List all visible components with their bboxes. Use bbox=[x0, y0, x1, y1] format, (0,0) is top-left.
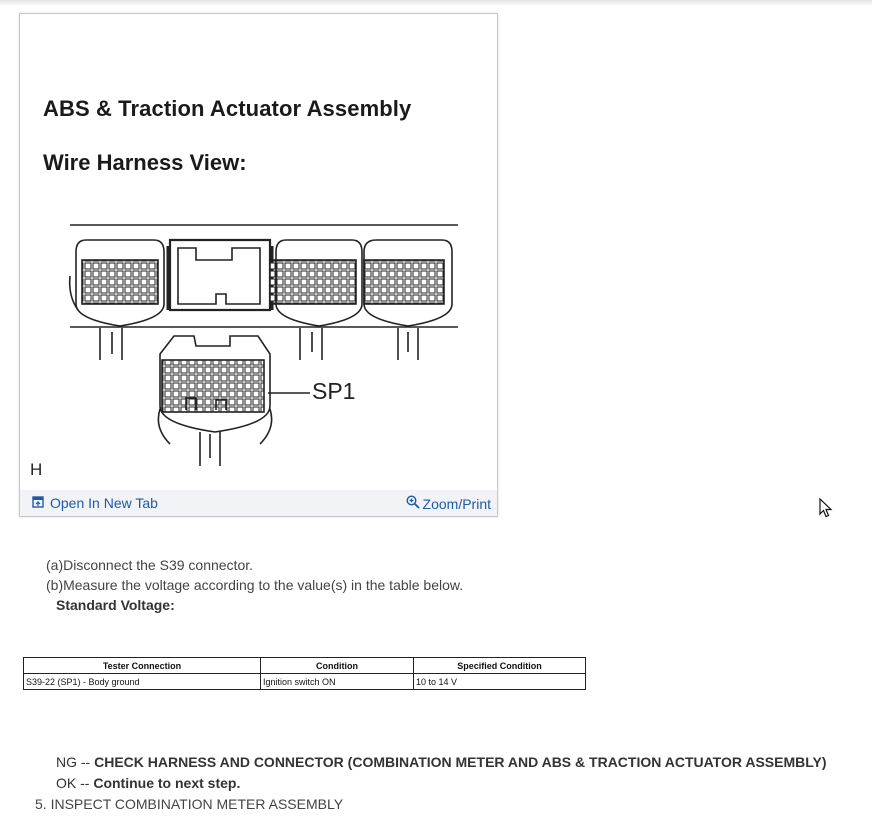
ok-result bbox=[56, 775, 240, 791]
step-b: (b)Measure the voltage according to the value(s) in the table below. bbox=[46, 577, 464, 593]
table-cell: 10 to 14 V bbox=[414, 674, 586, 690]
voltage-table bbox=[23, 657, 586, 690]
figure-title: ABS & Traction Actuator Assembly bbox=[43, 96, 412, 121]
next-step-heading: 5. INSPECT COMBINATION METER ASSEMBLY bbox=[35, 796, 344, 812]
open-in-new-tab-icon bbox=[32, 495, 44, 511]
open-in-new-tab-label: Open In New Tab bbox=[50, 495, 158, 511]
table-cell: Ignition switch ON bbox=[261, 674, 414, 690]
ok-prefix: OK -- bbox=[56, 775, 90, 791]
table-row bbox=[24, 674, 586, 690]
wire-harness-diagram bbox=[20, 14, 497, 490]
figure-card bbox=[19, 13, 498, 517]
ok-action: Continue to next step. bbox=[93, 775, 241, 791]
ng-result bbox=[56, 754, 827, 770]
figure-corner-label: H bbox=[30, 460, 43, 479]
column-header: Condition bbox=[261, 658, 414, 674]
table-header-row bbox=[24, 658, 586, 674]
figure-footer bbox=[20, 490, 497, 516]
zoom-print-label: Zoom/Print bbox=[422, 495, 491, 512]
open-in-new-tab-link[interactable] bbox=[32, 495, 158, 511]
column-header: Specified Condition bbox=[414, 658, 586, 674]
top-shadow bbox=[0, 0, 872, 6]
sp1-callout: SP1 bbox=[312, 378, 356, 404]
column-header: Tester Connection bbox=[24, 658, 261, 674]
zoom-print-link[interactable] bbox=[406, 495, 491, 512]
ng-prefix: NG -- bbox=[56, 754, 91, 770]
figure-subtitle: Wire Harness View: bbox=[43, 150, 247, 175]
zoom-in-icon bbox=[406, 495, 420, 512]
mouse-cursor-icon bbox=[819, 498, 833, 523]
step-a: (a)Disconnect the S39 connector. bbox=[46, 557, 254, 573]
standard-voltage-label: Standard Voltage: bbox=[56, 597, 175, 613]
table-cell: S39-22 (SP1) - Body ground bbox=[24, 674, 261, 690]
ng-action: CHECK HARNESS AND CONNECTOR (COMBINATION METER AND ABS & TRACTION ACTUATOR ASSEMBLY) bbox=[94, 754, 827, 770]
